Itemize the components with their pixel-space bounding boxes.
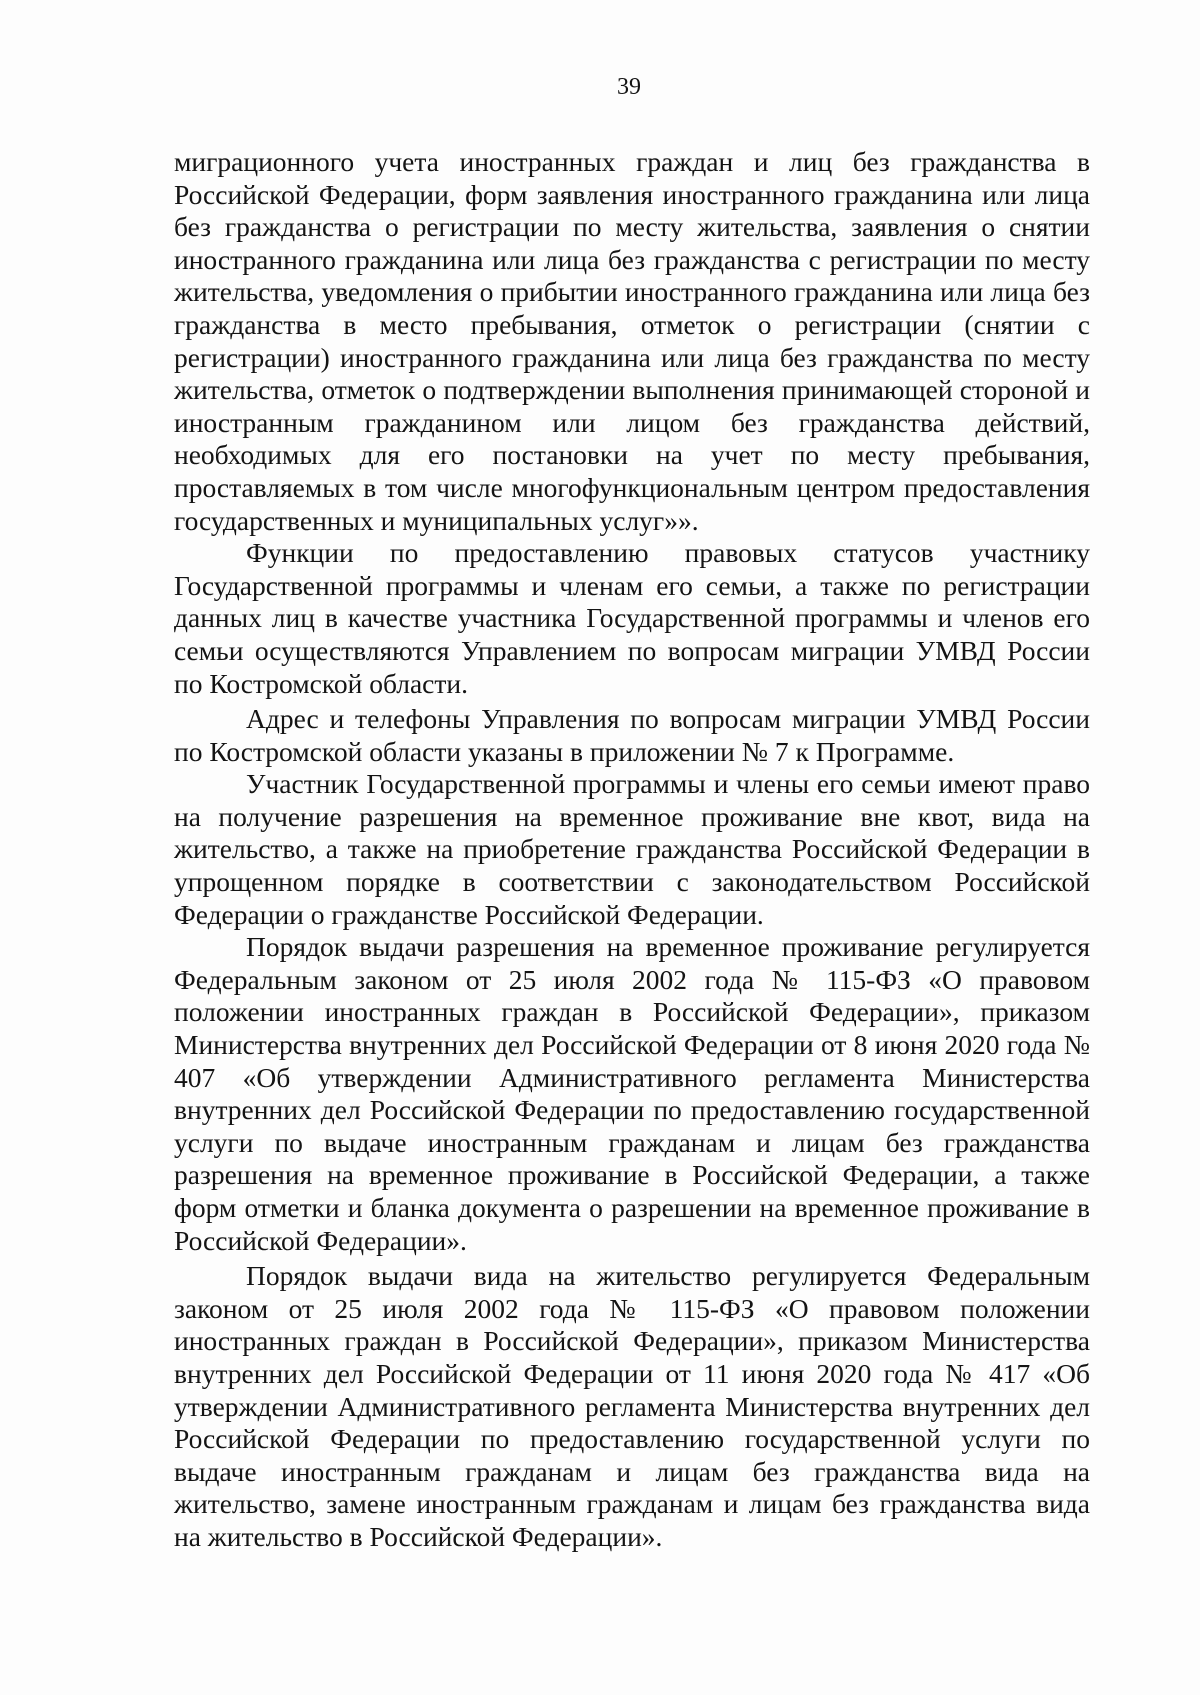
paragraph-rights: Участник Государственной программы и члены его семьи имеют право на получение разрешения на временное проживание вне квот, вида на жительство, а также на приобретение гражданства Российской Федерации в упрощенном порядке в соответствии с законодательством Российской Федерации о гражданстве Российской Федерации.: [174, 768, 1090, 930]
page-number: 39: [617, 74, 641, 100]
paragraph-temporary-residence: Порядок выдачи разрешения на временное проживание регулируется Федеральным законом от 25 июля 2002 года № 115-ФЗ «О правовом положении иностранных граждан в Российской Федерации», приказом Министерства внутренних дел Российской Федерации от 8 июня 2020 года № 407 «Об утверждении Административного регламента Министерства внутренних дел Российской Федерации по предоставлению государственной услуги по выдаче иностранным гражданам и лицам без гражданства разрешения на временное проживание в Российской Федерации, а также форм отметки и бланка документа о разрешении на временное проживание в Российской Федерации».: [174, 931, 1090, 1256]
paragraph-residence-permit: Порядок выдачи вида на жительство регулируется Федеральным законом от 25 июля 2002 года № 115-ФЗ «О правовом положении иностранных граждан в Российской Федерации», приказом Министерства внутренних дел Российской Федерации от 11 июня 2020 года № 417 «Об утверждении Административного регламента Министерства внутренних дел Российской Федерации по предоставлению государственной услуги по выдаче иностранным гражданам и лицам без гражданства вида на жительство, замене иностранным гражданам и лицам без гражданства вида на жительство в Российской Федерации».: [174, 1260, 1090, 1552]
paragraph-continuation: миграционного учета иностранных граждан и лиц без гражданства в Российской Федерации, форм заявления иностранного гражданина или лица без гражданства о регистрации по месту жительства, заявления о снятии иностранного гражданина или лица без гражданства с регистрации по месту жительства, уведомления о прибытии иностранного гражданина или лица без гражданства в место пребывания, отметок о регистрации (снятии с регистрации) иностранного гражданина или лица без гражданства по месту жительства, отметок о подтверждении выполнения принимающей стороной и иностранным гражданином или лицом без гражданства действий, необходимых для его постановки на учет по месту пребывания, проставляемых в том числе многофункциональным центром предоставления государственных и муниципальных услуг»».: [174, 146, 1090, 536]
paragraph-address: Адрес и телефоны Управления по вопросам миграции УМВД России по Костромской области указаны в приложении № 7 к Программе.: [174, 703, 1090, 767]
paragraph-functions: Функции по предоставлению правовых статусов участнику Государственной программы и членам его семьи, а также по регистрации данных лиц в качестве участника Государственной программы и членов его семьи осуществляются Управлением по вопросам миграции УМВД России по Костромской области.: [174, 537, 1090, 699]
document-body: [174, 146, 1090, 1554]
